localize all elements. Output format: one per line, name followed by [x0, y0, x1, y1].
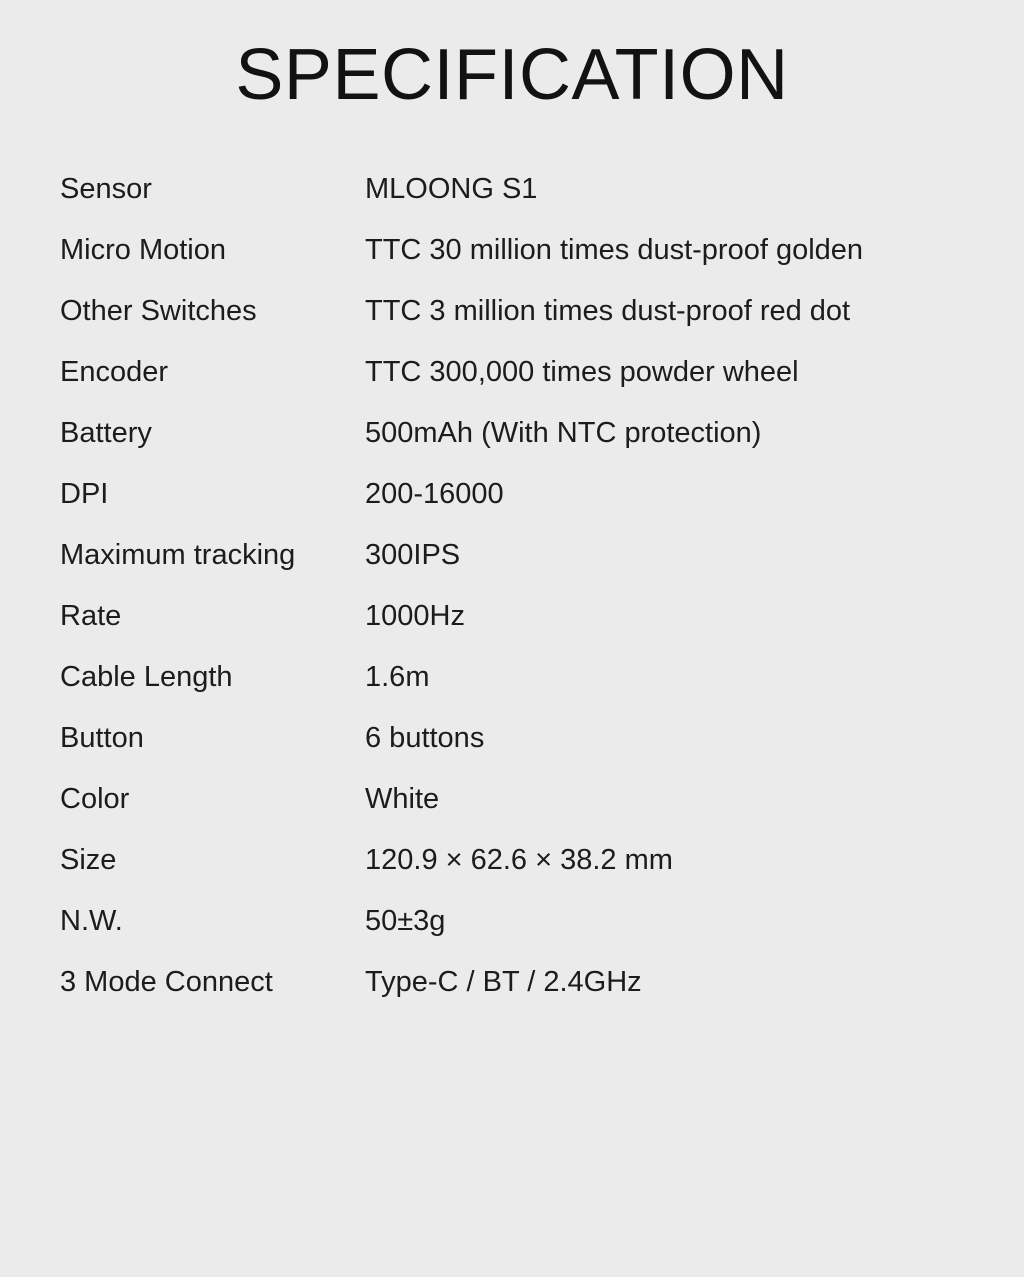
spec-value-3-mode-connect: Type-C / BT / 2.4GHz — [365, 966, 642, 999]
spec-label-battery: Battery — [60, 417, 152, 450]
spec-value-maximum-tracking: 300IPS — [365, 539, 461, 572]
spec-value-sensor: MLOONG S1 — [365, 173, 538, 206]
spec-label-other-switches: Other Switches — [60, 295, 257, 328]
spec-value-button: 6 buttons — [365, 722, 485, 755]
spec-label-size: Size — [60, 844, 117, 877]
spec-label-nw: N.W. — [60, 905, 123, 938]
table-row — [60, 966, 994, 1027]
table-row — [60, 722, 994, 783]
spec-label-micro-motion: Micro Motion — [60, 234, 226, 267]
spec-value-micro-motion: TTC 30 million times dust-proof golden — [365, 234, 864, 267]
spec-value-size: 120.9 × 62.6 × 38.2 mm — [365, 844, 673, 877]
spec-label-sensor: Sensor — [60, 173, 152, 206]
spec-value-battery: 500mAh (With NTC protection) — [365, 417, 762, 450]
spec-value-cable-length: 1.6m — [365, 661, 430, 694]
table-row — [60, 478, 994, 539]
spec-label-button: Button — [60, 722, 144, 755]
spec-value-nw: 50±3g — [365, 905, 446, 938]
table-row — [60, 356, 994, 417]
spec-value-dpi: 200-16000 — [365, 478, 504, 511]
page-title: SPECIFICATION — [235, 35, 789, 115]
table-row — [60, 600, 994, 661]
spec-label-maximum-tracking: Maximum tracking — [60, 539, 296, 572]
table-row — [60, 295, 994, 356]
spec-value-other-switches: TTC 3 million times dust-proof red dot — [365, 295, 851, 328]
spec-label-cable-length: Cable Length — [60, 661, 233, 694]
spec-label-3-mode-connect: 3 Mode Connect — [60, 966, 273, 999]
spec-value-color: White — [365, 783, 440, 816]
spec-label-dpi: DPI — [60, 478, 109, 511]
table-row — [60, 417, 994, 478]
table-row — [60, 783, 994, 844]
spec-value-encoder: TTC 300,000 times powder wheel — [365, 356, 799, 389]
table-row — [60, 173, 994, 234]
table-row — [60, 905, 994, 966]
spec-label-encoder: Encoder — [60, 356, 169, 389]
table-row — [60, 234, 994, 295]
table-row — [60, 844, 994, 905]
specification-table — [0, 173, 1024, 1027]
spec-label-color: Color — [60, 783, 130, 816]
table-row — [60, 539, 994, 600]
table-row — [60, 661, 994, 722]
spec-label-rate: Rate — [60, 600, 122, 633]
spec-value-rate: 1000Hz — [365, 600, 465, 633]
